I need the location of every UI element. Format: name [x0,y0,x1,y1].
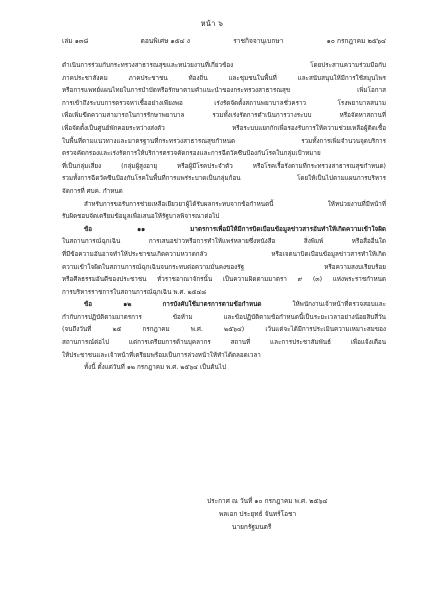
signature-block [62,495,386,534]
header-date: ๑๐ กรกฎาคม ๒๕๖๔ [326,37,386,45]
text-line: สถานการณ์ต่อไป แต่การเตรียมการด้านบุคลากร สถานที่ และการประชาสัมพันธ์ เพื่อแจ้งเตือน [62,339,386,347]
announcement-date: ประกาศ ณ วันที่ ๑๐ กรกฎาคม พ.ศ. ๒๕๖๔ [207,497,328,505]
paragraph-p2 [62,199,386,224]
section-heading: ข้อ ๑๒ การบังคับใช้มาตรการตามข้อกำหนด [84,301,262,309]
text-line: ที่มีข้อความอันอาจทำให้ประชาชนเกิดความหวาดกลัว หรือเจตนาบิดเบือนข้อมูลข่าวสารทำให้เกิด [62,250,386,258]
paragraph-heading-line [62,224,386,237]
paragraph-heading-line [62,299,386,312]
page-number: หน้า ๖ [200,19,224,28]
text-line: สำหรับการขอรับการช่วยเหลือเยียวยาผู้ได้รับผลกระทบจากข้อกำหนดนี้ ให้หน่วยงานที่มีหน้าที่ [84,200,386,208]
text-line: การบริหารราชการในสถานการณ์ฉุกเฉิน พ.ศ. ๒๕๔๘ [62,288,207,296]
paragraph-p1 [62,60,386,199]
text-line: ตรวจคัดกรองและเร่งรัดการให้บริการตรวจคัดกรองและการฉีดวัคซีนป้องกันโรคในกลุ่มเป้าหมาย [62,150,321,158]
text-line: ภาคประชาสังคม ภาคประชาชน ท้องถิ่น และชุมชนในพื้นที่ และสนับสนุนให้มีการใช้สมุนไพร [62,74,386,82]
text-line: รับผิดชอบจัดเตรียมข้อมูลเพื่อเสนอให้รัฐบาลพิจารณาต่อไป [62,213,220,221]
text-line: การเข้าถึงระบบการตรวจหาเชื้ออย่างเพียงพอ เร่งรัดจัดตั้งสถานพยาบาลชั่วคราว โรงพยาบาลสนาม [62,99,386,107]
paragraph-p5 [62,362,386,375]
text-line: ดำเนินการร่วมกับกระทรวงสาธารณสุขและหน่วยงานที่เกี่ยวข้อง โดยประสานความร่วมมือกับ [62,62,386,69]
text-line: รวมทั้งการฉีดวัคซีนป้องกันโรคในพื้นที่การแพร่ระบาดเป็นกลุ่มก้อน โดยให้เป็นไปตามแผนการบริหาร [62,175,386,183]
text-line: ทั้งนี้ ตั้งแต่วันที่ ๑๒ กรกฎาคม พ.ศ. ๒๕๖๔ เป็นต้นไป [84,364,226,372]
signatory-title: นายกรัฐมนตรี [232,523,272,531]
paragraph-p3 [62,224,386,300]
gazette-header [62,35,386,46]
document-body [62,60,386,375]
text-line: หรือการแพทย์แผนไทยในการบำบัดหรือรักษาตามคำแนะนำของกระทรวงสาธารณสุข เพิ่มโอกาส [62,87,386,95]
heading-continuation: ให้พนักงานเจ้าหน้าที่ตรวจสอบและ [261,301,386,309]
text-line: เพื่อเพิ่มขีดความสามารถในการรักษาพยาบาล รวมทั้งเร่งรัดการดำเนินการวางระบบ หรือจัดหาสถานที่ [62,112,386,120]
paragraph-p4 [62,299,386,362]
text-line: กำกับการปฏิบัติตามมาตรการ ข้อห้าม และข้อปฏิบัติตามข้อกำหนดนี้เป็นระยะเวลาอย่างน้อยสิบสี่วัน [62,313,386,321]
text-line: ความเข้าใจผิดในสถานการณ์ฉุกเฉินจนกระทบต่อความมั่นคงของรัฐ หรือความสงบเรียบร้อย [62,263,386,271]
text-line: (จนถึงวันที่ ๒๕ กรกฎาคม พ.ศ. ๒๕๖๔) เว้นแต่จะได้มีการประเมินความเหมาะสมของ [62,326,386,334]
header-volume-section [62,35,190,46]
signatory-name: พลเอก ประยุทธ์ จันทร์โอชา [219,510,297,518]
header-gazette-name: ราชกิจจานุเบกษา [233,37,284,45]
text-line: จัดการที่ ศบค. กำหนด [62,187,123,195]
header-section: ตอนพิเศษ ๑๕๔ ง [140,37,190,45]
text-line: ในสถานการณ์ฉุกเฉิน การเสนอข่าวหรือการทำให้แพร่หลายซึ่งหนังสือ สิ่งพิมพ์ หรือสื่ออื่นใด [62,238,386,246]
text-line: หรือศีลธรรมอันดีของประชาชน ทั่วราชอาณาจักรนั้น เป็นความผิดตามมาตรา ๙ (๓) แห่งพระราชกำหนด [62,276,386,284]
text-line: ให้ประชาชนและเจ้าหน้าที่เตรียมพร้อมเป็นการล่วงหน้าให้ทำได้ตลอดเวลา [62,351,261,359]
header-volume: เล่ม ๑๓๘ [62,37,89,45]
text-line: ในพื้นที่ตามแนวทางและมาตรฐานที่กระทรวงสาธารณสุขกำหนด รวมทั้งการเพิ่มจำนวนจุดบริการ [62,137,386,145]
text-line: ที่เป็นกลุ่มเสี่ยง (กลุ่มผู้สูงอายุ หรือผู้มีโรคประจำตัว หรือโรคเรื้อรังตามที่กระทรวงสาธารณสุขกำหนด) [62,162,386,170]
text-line: เพื่อจัดตั้งเป็นศูนย์พักคอยระหว่างส่งตัว หรือระบบแยกกักเพื่อรองรับการให้ความช่วยเหลือผู้ติดเชื้อ [62,124,386,132]
section-heading: ข้อ ๑๑ มาตรการเพื่อมิให้มีการบิดเบือนข้อมูลข่าวสารอันทำให้เกิดความเข้าใจผิด [84,225,386,233]
